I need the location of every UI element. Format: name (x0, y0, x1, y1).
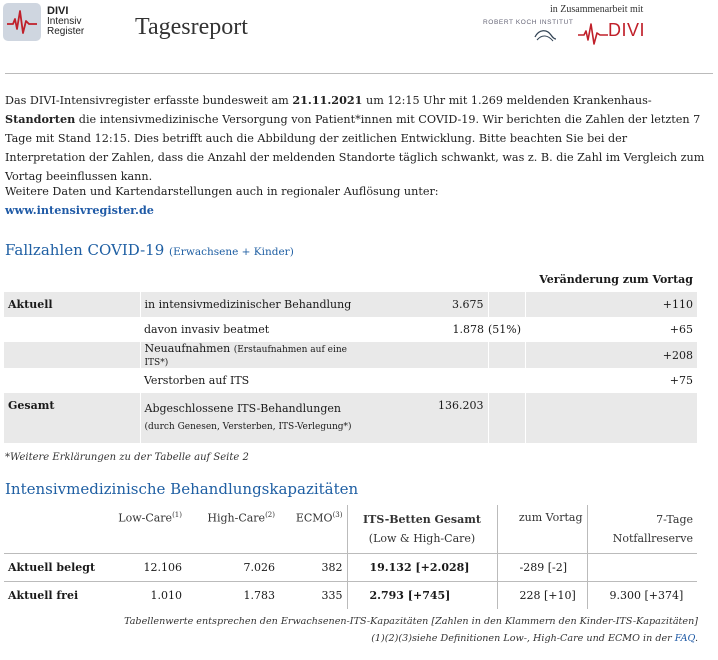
header-divider (5, 73, 713, 74)
table-footnote: *Weitere Erklärungen zu der Tabelle auf Seite 2 (5, 452, 249, 463)
table-row: Aktuell frei 1.010 1.783 335 2.793 [+745] 228 [+10] 9.300 [+374] (4, 582, 697, 610)
divi-heartbeat-icon (578, 22, 608, 46)
table-row: Verstorben auf ITS +75 (144, 374, 693, 387)
table-header-row: Low-Care$^{(1)}$ High-Care$^{(2)}$ ECMO$^{(3)}$ ITS-Betten Gesamt (Low & High-Care) zum Vortag 7-Tage Notfallreserve (4, 505, 697, 554)
page-title: Tagesreport (135, 14, 248, 40)
section-kapazitaeten-title: Intensivmedizinische Behandlungskapazitäten (5, 480, 359, 498)
capacity-footnote: Tabellenwerte entsprechen den Erwachsenen-ITS-Kapazitäten [Zahlen in den Klammern den Kinder-ITS-Kapazitäten] (1)(2)(3)siehe Definitionen Low-, High-Care und ECMO in der FAQ. (124, 616, 698, 644)
table-row: Neuaufnahmen (Erstaufnahmen auf eine ITS*) +208 (4, 342, 697, 368)
change-header: Veränderung zum Vortag (539, 273, 693, 286)
intro-paragraph: Das DIVI-Intensivregister erfasste bundesweit am 21.11.2021 um 12:15 Uhr mit 1.269 meldenden Krankenhaus-Standorten die intensivmedizinische Versorgung von Patient*innen mit COVID-19. Wir berichten die Zahlen der letzten 7 Tage mit Stand 12:15. Dies betrifft auch die Abbildung der zeitlichen Entwicklung. Bitte beachten Sie bei der Interpretation der Zahlen, dass die Anzahl der meldenden Standorte täglich schwankt, was z. B. die Zahl im Vergleich zum Vortag beeinflussen kann. (5, 93, 705, 183)
faq-link[interactable]: FAQ (674, 633, 695, 644)
kapazitaeten-table (4, 505, 697, 609)
fallzahlen-table (4, 267, 697, 443)
table-row: davon invasiv beatmet 1.878 (51%) +65 (144, 323, 693, 336)
rki-logo-text: ROBERT KOCH INSTITUT (483, 19, 574, 26)
collaboration-label: in Zusammenarbeit mit (550, 4, 644, 15)
heartbeat-icon (6, 9, 38, 35)
divi-logo-text: DIVI (608, 20, 646, 40)
report-date: 21.11.2021 (292, 93, 363, 107)
table-row: Aktuell in intensivmedizinischer Behandlung 3.675 +110 (4, 292, 697, 317)
rki-emblem-icon (533, 27, 557, 43)
report-header (0, 0, 718, 60)
more-info: Weitere Daten und Kartendarstellungen auch in regionaler Auflösung unter: www.intensivregister.de (5, 185, 439, 217)
section-fallzahlen-title: Fallzahlen COVID-19 (Erwachsene + Kinder) (5, 241, 294, 259)
table-row: Gesamt Abgeschlossene ITS-Behandlungen (durch Genesen, Versterben, ITS-Verlegung*) 136.203 (4, 393, 697, 443)
intensivregister-link[interactable]: www.intensivregister.de (5, 203, 154, 217)
table-row: Aktuell belegt 12.106 7.026 382 19.132 [+2.028] -289 [-2] (4, 554, 697, 582)
logo-text: DIVI Intensiv Register (47, 5, 85, 37)
divi-register-logo (3, 3, 41, 41)
